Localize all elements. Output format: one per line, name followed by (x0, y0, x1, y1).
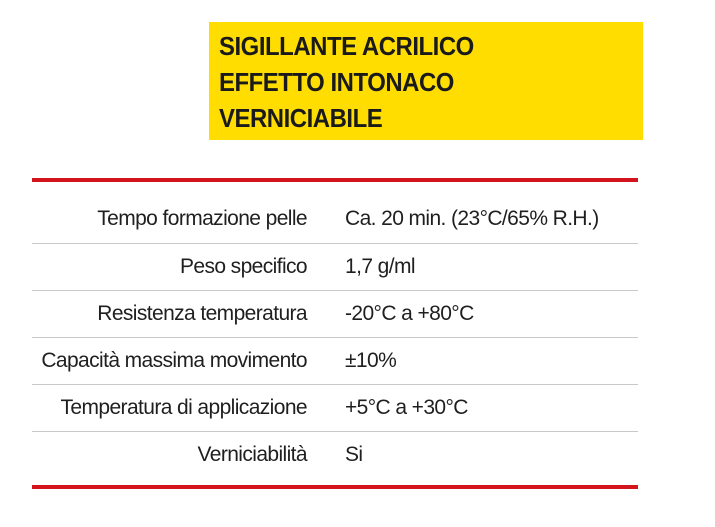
spec-row-temperatura-applicazione (32, 384, 638, 431)
product-title-line-1: SIGILLANTE ACRILICO (219, 31, 474, 61)
spec-value: -20°C a +80°C (345, 301, 474, 325)
spec-label: Capacità massima movimento (41, 348, 307, 372)
spec-label: Peso specifico (179, 254, 307, 278)
spec-label: Resistenza temperatura (97, 301, 307, 325)
spec-value: 1,7 g/ml (345, 254, 415, 278)
spec-value: +5°C a +30°C (345, 395, 468, 419)
spec-label: Verniciabilità (197, 442, 307, 466)
spec-label: Temperatura di applicazione (60, 395, 307, 419)
spec-row-peso-specifico (32, 243, 638, 290)
spec-row-tempo-formazione-pelle (32, 196, 638, 243)
table-top-rule (32, 178, 638, 182)
product-title-box (209, 22, 643, 140)
spec-value: Ca. 20 min. (23°C/65% R.H.) (345, 207, 599, 231)
spec-row-resistenza-temperatura (32, 290, 638, 337)
table-bottom-rule (32, 485, 638, 489)
spec-value: Si (345, 442, 363, 466)
spec-row-verniciabilita (32, 431, 638, 478)
spec-label: Tempo formazione pelle (97, 207, 307, 231)
spec-row-capacita-massima-movimento (32, 337, 638, 384)
spec-table (32, 196, 638, 478)
product-title-line-2: EFFETTO INTONACO (219, 67, 454, 97)
product-title-line-3: VERNICIABILE (219, 103, 383, 133)
spec-value: ±10% (345, 348, 397, 372)
